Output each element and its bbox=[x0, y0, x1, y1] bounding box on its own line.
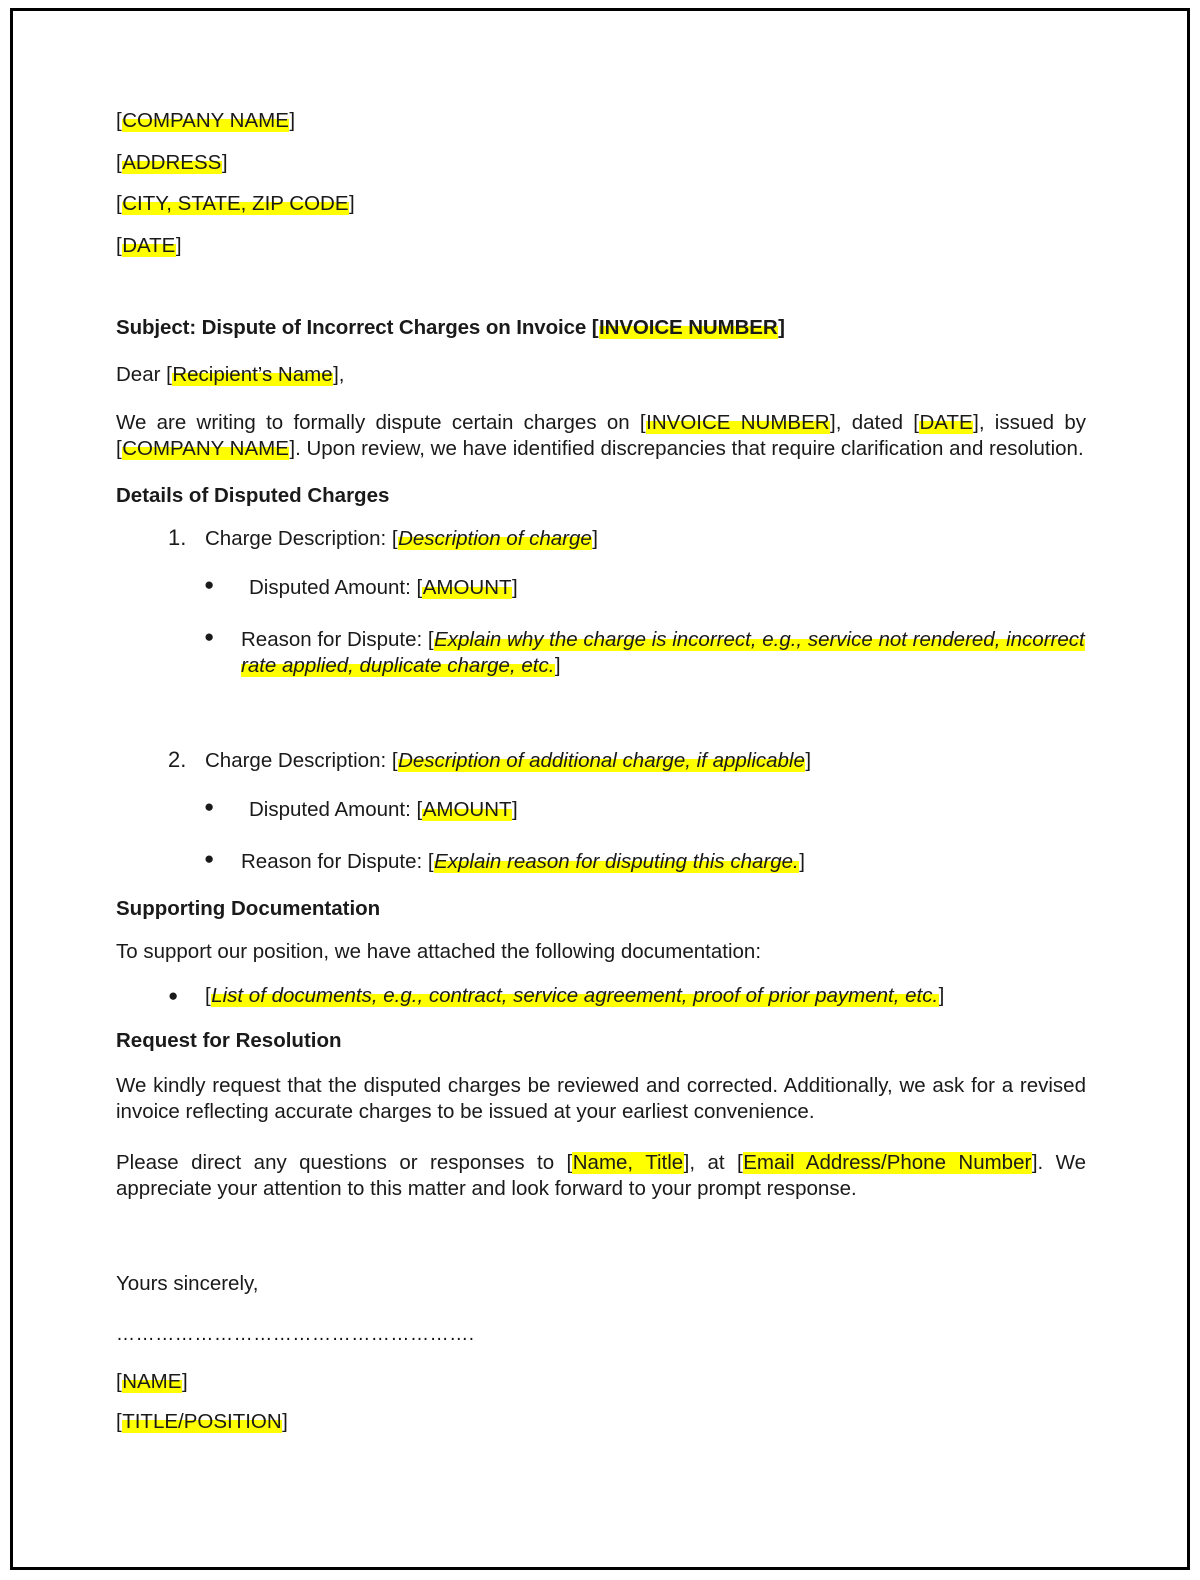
disputed-amount-placeholder: AMOUNT bbox=[422, 576, 512, 600]
bracket-close: ] bbox=[175, 233, 182, 257]
subject-label: Subject: Dispute of Incorrect Charges on Invoice [ bbox=[116, 316, 599, 339]
list-number: 2. bbox=[168, 746, 187, 772]
email-phone-placeholder: Email Address/Phone Number bbox=[743, 1150, 1032, 1174]
bracket-close: ] bbox=[181, 1369, 188, 1393]
reason-label: Reason for Dispute: [ bbox=[241, 850, 434, 874]
bracket-close: ] bbox=[592, 526, 598, 550]
company-name-placeholder: COMPANY NAME bbox=[122, 437, 289, 461]
resolution-heading: Request for Resolution bbox=[116, 1028, 342, 1052]
bracket-open: [ bbox=[205, 984, 211, 1008]
signer-name-placeholder: NAME bbox=[122, 1369, 182, 1393]
signature-title-line bbox=[116, 1412, 1086, 1433]
bracket-open: [ bbox=[116, 1410, 122, 1434]
contact-part-2: ], at [ bbox=[683, 1150, 743, 1174]
charge-description-placeholder: Description of charge bbox=[398, 526, 592, 550]
bracket-open: [ bbox=[116, 1369, 122, 1393]
bullet-icon: ● bbox=[204, 627, 215, 647]
resolution-paragraph: We kindly request that the disputed charges be reviewed and corrected. Additionally, we ask for a revised invoice reflecting accurate charges to be issued at your earliest convenience. bbox=[116, 1074, 1086, 1124]
charge-item-2 bbox=[116, 746, 1086, 772]
list-number: 1. bbox=[168, 524, 187, 550]
list-item-spacer bbox=[116, 705, 1086, 751]
closing-line: Yours sincerely, bbox=[116, 1272, 259, 1296]
opening-part-1: We are writing to formally dispute certain charges on [ bbox=[116, 411, 646, 434]
disputed-amount-label: Disputed Amount: [ bbox=[249, 798, 423, 822]
contact-paragraph bbox=[116, 1150, 1086, 1202]
signature-name-line bbox=[116, 1369, 1086, 1393]
invoice-number-placeholder: INVOICE NUMBER bbox=[646, 411, 830, 434]
opening-part-3: ], issued by [ bbox=[116, 411, 1086, 461]
subject-line bbox=[116, 318, 1086, 339]
documentation-list-item bbox=[116, 986, 1086, 1007]
salutation-prefix: Dear [ bbox=[116, 362, 172, 386]
reason-placeholder: Explain reason for disputing this charge. bbox=[434, 850, 799, 874]
bracket-close: ] bbox=[799, 850, 805, 874]
date-line bbox=[116, 233, 1086, 257]
address-placeholder: ADDRESS bbox=[122, 150, 222, 174]
charge-item-1 bbox=[116, 524, 1086, 550]
bracket-close: ] bbox=[289, 109, 296, 132]
bullet-icon: ● bbox=[204, 575, 215, 595]
bracket-open: [ bbox=[116, 233, 122, 257]
signer-title-placeholder: TITLE/POSITION bbox=[122, 1410, 282, 1434]
bracket-close: ] bbox=[512, 576, 518, 600]
charge-1-reason-row bbox=[116, 627, 1086, 679]
reason-label: Reason for Dispute: [ bbox=[241, 628, 434, 652]
bracket-open: [ bbox=[116, 109, 122, 132]
bracket-close: ] bbox=[805, 748, 812, 772]
contact-part-3: ]. We appreciate your attention to this matter and look forward to your prompt response. bbox=[116, 1150, 1087, 1200]
bracket-open: [ bbox=[116, 192, 122, 215]
bullet-icon: ● bbox=[204, 797, 215, 817]
recipient-name-placeholder: Recipient’s Name bbox=[172, 362, 333, 386]
bullet-icon: ● bbox=[168, 986, 179, 1006]
documentation-heading: Supporting Documentation bbox=[116, 897, 381, 921]
contact-part-1: Please direct any questions or responses to [ bbox=[116, 1150, 573, 1174]
reason-placeholder: Explain why the charge is incorrect, e.g., service not rendered, incorrect rate applied, duplicate charge, etc. bbox=[241, 628, 1085, 678]
bracket-close: ] bbox=[938, 984, 945, 1008]
subject-invoice-number-placeholder: INVOICE NUMBER bbox=[599, 316, 778, 339]
bracket-close: ] bbox=[554, 654, 561, 678]
bracket-open: [ bbox=[116, 150, 122, 174]
bracket-close: ] bbox=[349, 192, 355, 215]
opening-part-2: ], dated [ bbox=[830, 411, 919, 434]
name-title-placeholder: Name, Title bbox=[572, 1150, 684, 1174]
bullet-icon: ● bbox=[204, 849, 215, 869]
page-border bbox=[10, 8, 1190, 1570]
company-name-line bbox=[116, 111, 1086, 132]
documentation-intro: To support our position, we have attached the following documentation: bbox=[116, 939, 762, 963]
disputed-amount-label: Disputed Amount: [ bbox=[249, 576, 423, 600]
company-name-placeholder: COMPANY NAME bbox=[122, 109, 289, 132]
documents-placeholder: List of documents, e.g., contract, service agreement, proof of prior payment, etc. bbox=[211, 984, 939, 1008]
charge-description-placeholder: Description of additional charge, if applicable bbox=[398, 748, 805, 772]
city-state-zip-line bbox=[116, 194, 1086, 215]
salutation-suffix: ], bbox=[333, 362, 345, 386]
date-placeholder: DATE bbox=[122, 233, 176, 257]
bracket-close: ] bbox=[282, 1410, 288, 1434]
letter-document bbox=[116, 111, 1086, 1433]
charge-2-amount-row bbox=[116, 797, 1086, 823]
bracket-close: ] bbox=[512, 798, 518, 822]
bracket-close: ] bbox=[778, 316, 785, 339]
charge-2-reason-row bbox=[116, 849, 1086, 875]
disputed-amount-placeholder: AMOUNT bbox=[422, 798, 512, 822]
address-line bbox=[116, 150, 1086, 174]
salutation-line bbox=[116, 362, 1086, 386]
opening-part-4: ]. Upon review, we have identified discrepancies that require clarification and resolution. bbox=[289, 437, 1084, 461]
city-state-zip-placeholder: CITY, STATE, ZIP CODE bbox=[122, 192, 349, 215]
opening-paragraph bbox=[116, 410, 1086, 462]
charge-description-label: Charge Description: [ bbox=[205, 748, 398, 772]
charge-description-label: Charge Description: [ bbox=[205, 526, 398, 550]
signature-rule: ………………………………………………. bbox=[116, 1323, 475, 1345]
charge-1-amount-row bbox=[116, 575, 1086, 601]
bracket-close: ] bbox=[221, 150, 228, 174]
signature-spacer bbox=[116, 1226, 1086, 1274]
date-placeholder: DATE bbox=[919, 411, 973, 434]
details-heading: Details of Disputed Charges bbox=[116, 484, 390, 508]
